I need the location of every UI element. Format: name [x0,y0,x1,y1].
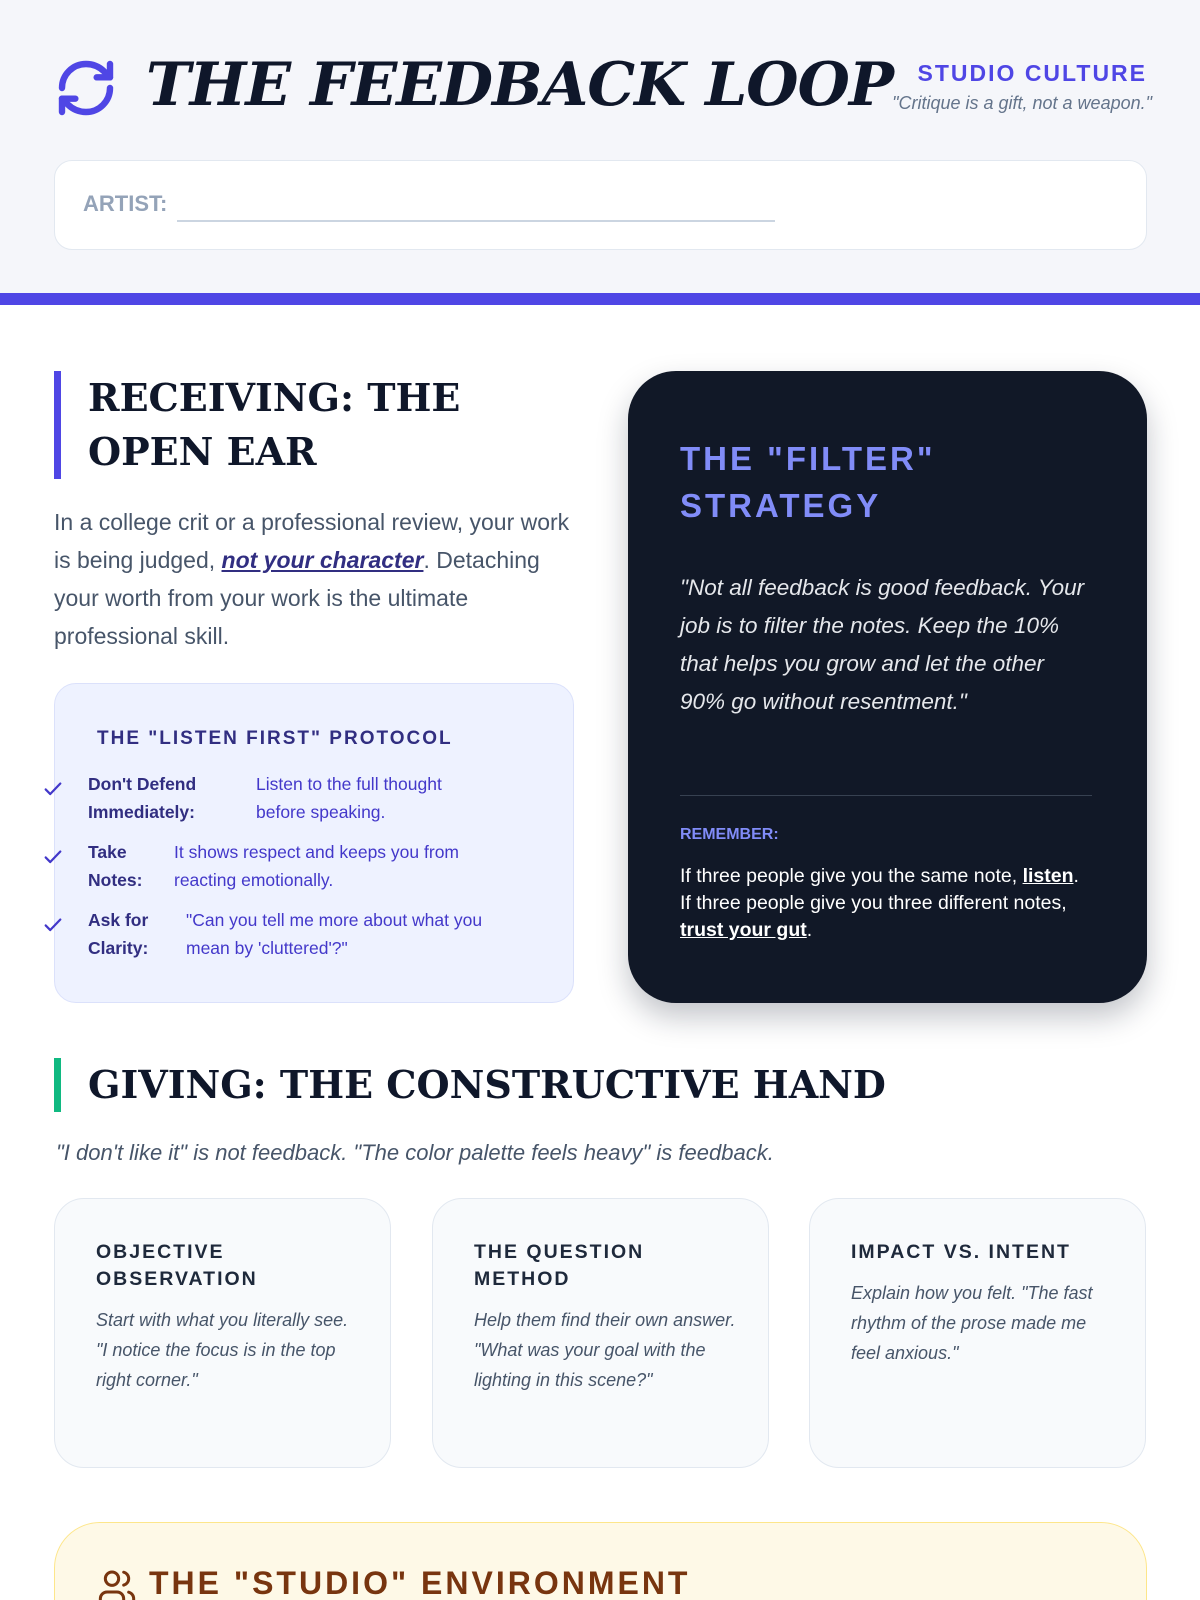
artist-input-line[interactable] [177,220,775,222]
giving-quote: "I don't like it" is not feedback. "The color palette feels heavy" is feedback. [56,1140,774,1165]
filter-title: THE "FILTER" STRATEGY [680,440,936,524]
page-header [0,0,1200,305]
users-icon [97,1567,137,1600]
page-title: THE FEEDBACK LOOP [146,50,893,120]
remember-text: If three people give you the same note, listen. If three people give you three different notes, trust your gut. [680,865,1079,941]
filter-strategy-card [628,371,1147,1003]
tip-card-text: Help them find their own answer. "What was your goal with the lighting in this scene?" [474,1310,736,1390]
tip-card-title: OBJECTIVE OBSERVATION [96,1241,258,1290]
emphasis-listen: listen [1022,865,1074,887]
tip-card-title: IMPACT VS. INTENT [851,1241,1071,1263]
filter-quote: "Not all feedback is good feedback. Your job is to filter the notes. Keep the 10% that helps you grow and let the other 90% go without resentment." [680,575,1085,714]
protocol-item-label: Take Notes: [88,842,143,890]
protocol-item-text: It shows respect and keeps you from reacting emotionally. [174,842,459,890]
protocol-title: THE "LISTEN FIRST" PROTOCOL [97,728,453,749]
emphasis-text: not your character [221,547,424,573]
tip-card [54,1198,391,1468]
tip-card-text: Start with what you literally see. "I notice the focus is in the top right corner." [96,1310,349,1390]
check-icon [42,914,64,936]
tip-card-title: THE QUESTION METHOD [474,1241,645,1290]
check-icon [42,778,64,800]
remember-label: REMEMBER: [680,826,779,843]
section-label: STUDIO CULTURE [917,60,1147,86]
refresh-cycle-icon [54,56,118,120]
tip-card [432,1198,769,1468]
protocol-item-text: Listen to the full thought before speaking. [256,774,442,822]
protocol-item-label: Don't Defend Immediately: [88,774,197,822]
tip-card [809,1198,1146,1468]
studio-title: THE "STUDIO" ENVIRONMENT [149,1565,691,1600]
protocol-item-label: Ask for Clarity: [88,910,149,958]
artist-label: ARTIST: [83,191,168,216]
artist-name-field[interactable] [54,160,1147,250]
check-icon [42,846,64,868]
protocol-item-text: "Can you tell me more about what you mean by 'cluttered'?" [186,910,483,958]
giving-heading: GIVING: THE CONSTRUCTIVE HAND [54,1058,1054,1112]
receiving-intro: In a college crit or a professional review, your work is being judged, not your character. Detaching your worth from your work is the ultimate professional skill. [54,509,570,649]
divider [680,795,1092,796]
emphasis-trust-your-gut: trust your gut [680,919,807,941]
studio-environment-box [54,1522,1147,1600]
tagline: "Critique is a gift, not a weapon." [892,93,1152,113]
receiving-heading: RECEIVING: THE OPEN EAR [54,371,574,479]
tip-card-text: Explain how you felt. "The fast rhythm of the prose made me feel anxious." [851,1283,1093,1363]
